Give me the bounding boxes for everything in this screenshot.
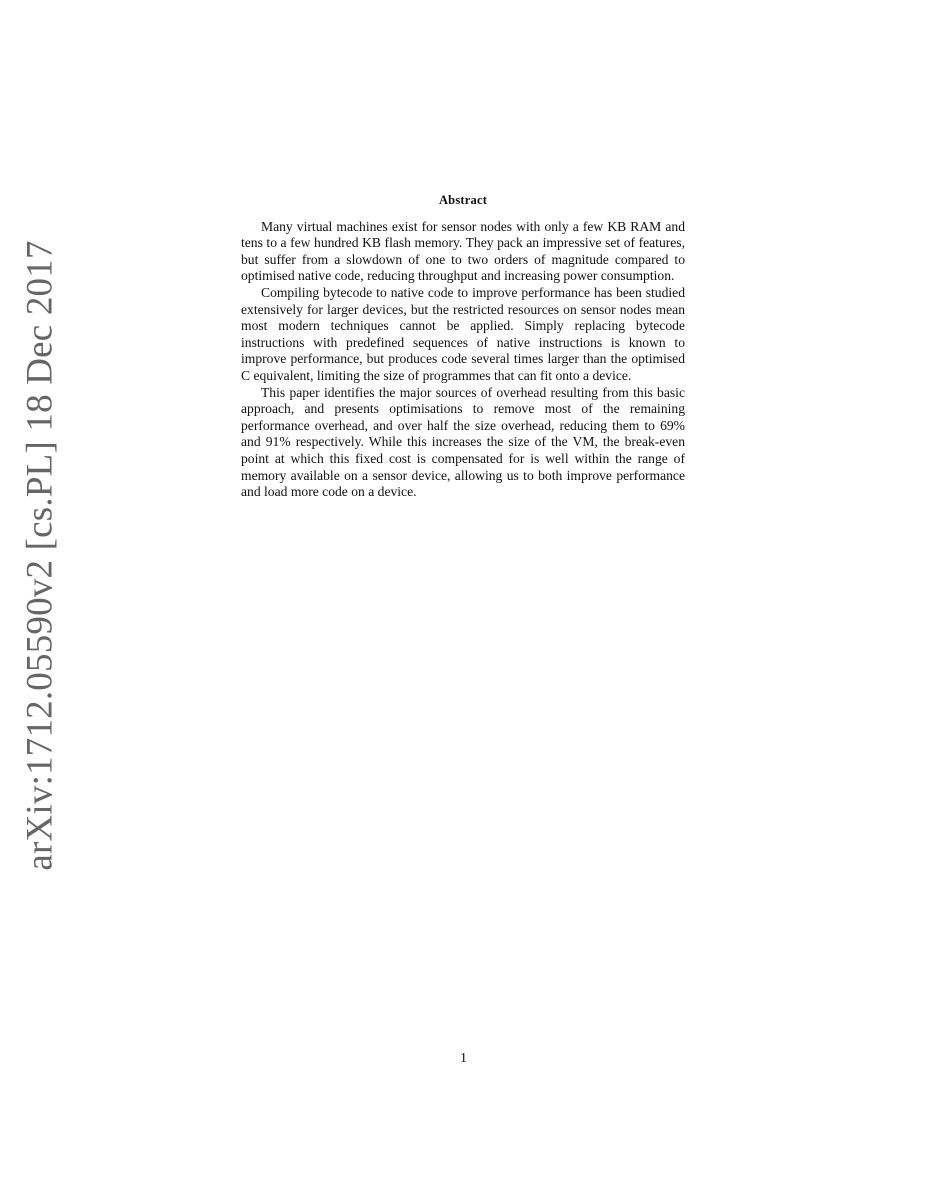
arxiv-identifier-text: arXiv:1712.05590v2 [cs.PL] 18 Dec 2017 — [19, 239, 61, 871]
abstract-paragraph-1: Many virtual machines exist for sensor nodes with only a few KB RAM and tens to a few hundred KB flash memory. They pack an impressive set of features, but suffer from a slowdown of one to two orders of magnitude compared to optimised native code, reducing throughput and increasing power consumption. — [241, 218, 685, 284]
abstract-paragraph-2: Compiling bytecode to native code to improve performance has been studied extensively for larger devices, but the restricted resources on sensor nodes mean most modern techniques cannot be applied. Simply replacing bytecode instructions with predefined sequences of native instructions is known to improve performance, but produces code several times larger than the optimised C equivalent, limiting the size of programmes that can fit onto a device. — [241, 284, 685, 383]
abstract-paragraph-3: This paper identifies the major sources of overhead resulting from this basic approach, and presents optimisations to remove most of the remaining performance overhead, and over half the size overhead, reducing them to 69% and 91% respectively. While this increases the size of the VM, the break-even point at which this fixed cost is compensated for is well within the range of memory available on a sensor device, allowing us to both improve performance and load more code on a device. — [241, 384, 685, 500]
abstract-heading: Abstract — [438, 193, 488, 207]
page-number: 1 — [460, 1051, 467, 1066]
arxiv-identifier-stamp — [10, 239, 70, 871]
abstract-section — [241, 192, 685, 501]
